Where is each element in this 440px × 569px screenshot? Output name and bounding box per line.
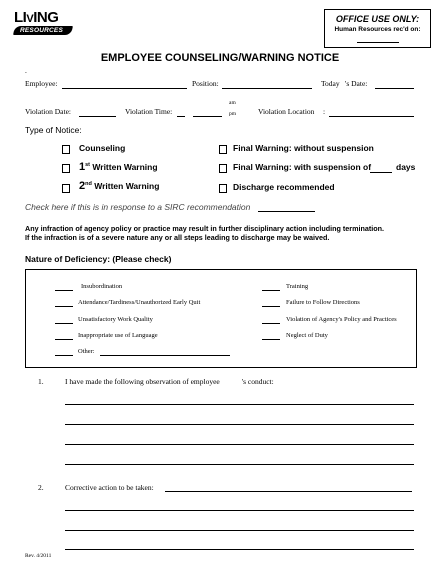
attendance-check[interactable] [55, 306, 73, 307]
q2-number: 2. [38, 483, 44, 492]
q1-answer-line-2[interactable] [65, 424, 414, 425]
discharge-label: Discharge recommended [233, 182, 335, 192]
insubordination-label: Insubordination [81, 283, 123, 290]
first-written-warning-label: 1st Written Warning [79, 161, 158, 173]
language-label: Inappropriate use of Language [78, 332, 158, 339]
office-use-title: OFFICE USE ONLY: [335, 14, 420, 24]
counseling-checkbox[interactable] [62, 145, 70, 154]
days-label: days [396, 162, 416, 172]
employee-label: Employee: [25, 79, 58, 88]
office-received-date-field[interactable] [357, 42, 399, 43]
am-label[interactable]: am [229, 100, 236, 106]
q1-text: I have made the following observation of employee 's conduct: [65, 377, 274, 386]
discharge-checkbox[interactable] [219, 184, 227, 193]
q1-number: 1. [38, 377, 44, 386]
sirc-field[interactable] [258, 211, 315, 212]
insubordination-check[interactable] [55, 290, 73, 291]
final-warning-with-checkbox[interactable] [219, 164, 227, 173]
violation-location-label: Violation Location [258, 107, 315, 116]
final-warning-without-checkbox[interactable] [219, 145, 227, 154]
today-label: Today [321, 79, 340, 88]
q2-answer-line-3[interactable] [65, 549, 414, 550]
neglect-check[interactable] [262, 339, 280, 340]
other-field[interactable] [100, 355, 230, 356]
violation-time-minute-field[interactable] [193, 116, 222, 117]
office-received-label: Human Resources rec'd on: [334, 26, 421, 33]
first-written-warning-checkbox[interactable] [62, 164, 70, 173]
violation-date-label: Violation Date: [25, 107, 71, 116]
second-written-warning-checkbox[interactable] [62, 184, 70, 193]
follow-directions-check[interactable] [262, 306, 280, 307]
q1-answer-line-4[interactable] [65, 464, 414, 465]
notice-heading: Type of Notice: [25, 125, 82, 135]
q1-answer-line-3[interactable] [65, 444, 414, 445]
violation-time-hour-field[interactable] [177, 116, 185, 117]
q2-answer-line-1[interactable] [65, 510, 414, 511]
suspension-days-field[interactable] [370, 172, 392, 173]
policy-violation-label: Violation of Agency's Policy and Practices [286, 316, 397, 323]
second-written-warning-label: 2nd Written Warning [79, 180, 160, 192]
violation-location-field[interactable] [329, 116, 414, 117]
q2-answer-line-2[interactable] [65, 530, 414, 531]
employee-field[interactable] [62, 88, 187, 89]
follow-directions-label: Failure to Follow Directions [286, 299, 360, 306]
todays-date-field[interactable] [375, 88, 414, 89]
sirc-label: Check here if this is in response to a SIRC recommendation [25, 202, 251, 212]
attendance-label: Attendance/Tardiness/Unauthorized Early Quit [78, 299, 201, 306]
infraction-line-2: If the infraction is of a severe nature any or all steps leading to discharge may be waived. [25, 233, 330, 242]
work-quality-label: Unsatisfactory Work Quality [78, 316, 153, 323]
revision-label: Rev. 4/2011 [25, 553, 52, 559]
final-warning-without-label: Final Warning: without suspension [233, 143, 374, 153]
training-label: Training [286, 283, 309, 290]
position-field[interactable] [222, 88, 312, 89]
violation-location-colon: : [323, 107, 326, 116]
work-quality-check[interactable] [55, 323, 73, 324]
dot-mark: . [25, 66, 27, 75]
violation-date-field[interactable] [79, 116, 116, 117]
violation-time-label: Violation Time: [125, 107, 173, 116]
deficiency-heading: Nature of Deficiency: (Please check) [25, 254, 172, 264]
logo [14, 9, 76, 37]
pm-label[interactable]: pm [229, 111, 237, 117]
infraction-line-1: Any infraction of agency policy or practice may result in further disciplinary action including termination. [25, 224, 385, 233]
logo-subtitle: RESOURCES [20, 26, 63, 34]
policy-violation-check[interactable] [262, 323, 280, 324]
deficiency-box [25, 269, 417, 368]
page-title: EMPLOYEE COUNSELING/WARNING NOTICE [100, 52, 340, 64]
training-check[interactable] [262, 290, 280, 291]
logo-wordmark: LIVING [14, 9, 59, 26]
todays-date-label: 's Date: [345, 79, 368, 88]
office-use-box [324, 9, 431, 48]
language-check[interactable] [55, 339, 73, 340]
neglect-label: Neglect of Duty [286, 332, 328, 339]
final-warning-with-label: Final Warning: with suspension of [233, 162, 372, 172]
counseling-label: Counseling [79, 143, 126, 153]
q2-answer-line-0[interactable] [165, 491, 412, 492]
other-label: Other: [78, 348, 95, 355]
q1-answer-line-1[interactable] [65, 404, 414, 405]
position-label: Position: [192, 79, 219, 88]
other-check[interactable] [55, 355, 73, 356]
q2-text: Corrective action to be taken: [65, 483, 154, 492]
